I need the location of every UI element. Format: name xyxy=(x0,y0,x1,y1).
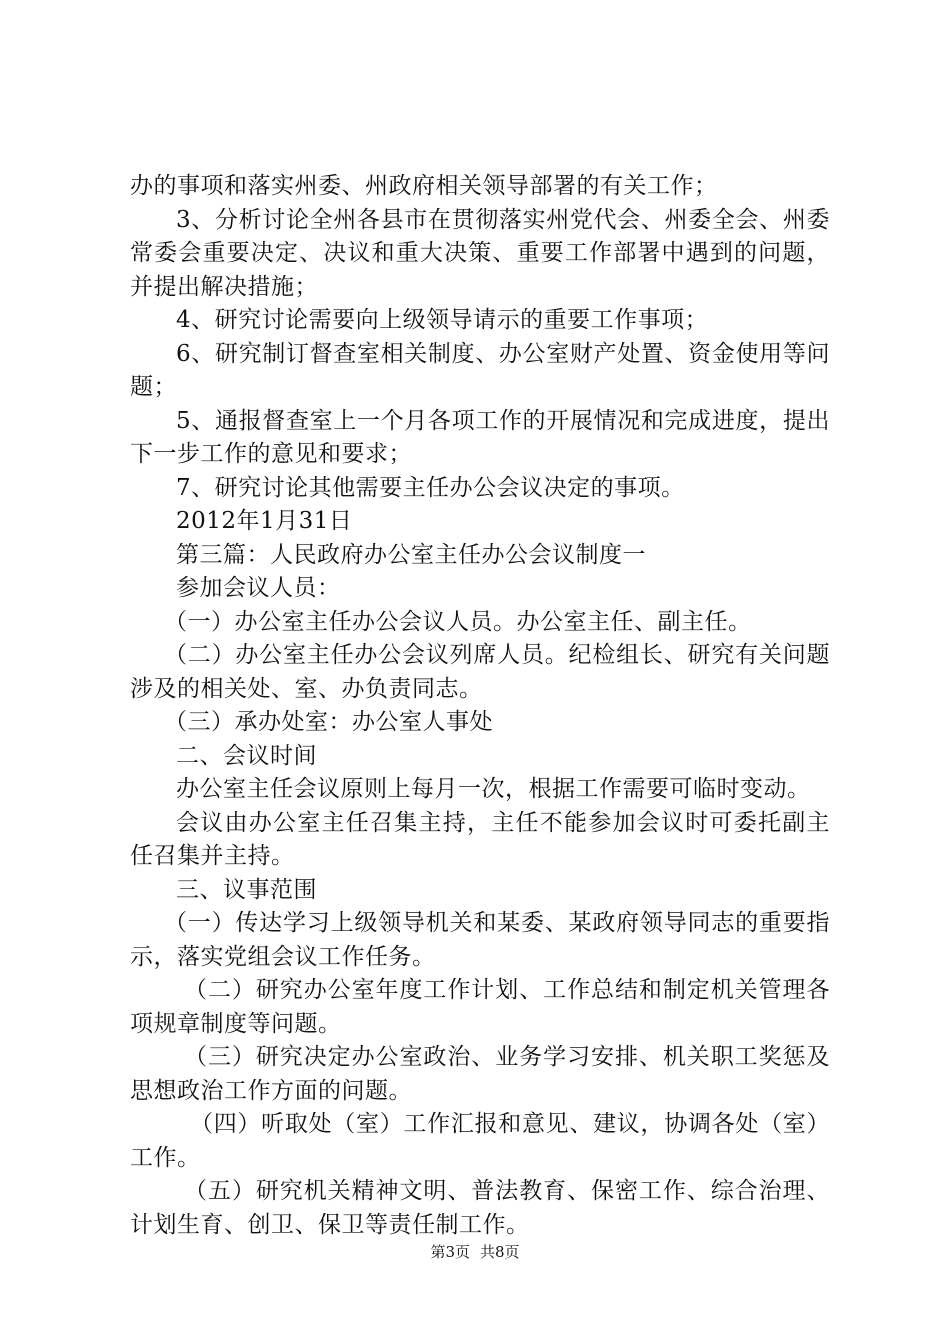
page-number: 第3页 xyxy=(430,1243,470,1261)
paragraph: （一）传达学习上级领导机关和某委、某政府领导同志的重要指示，落实党组会议工作任务。 xyxy=(130,910,830,970)
page-footer xyxy=(0,1242,950,1262)
paragraph: 办公室主任会议原则上每月一次，根据工作需要可临时变动。 xyxy=(176,776,811,802)
paragraph: 办的事项和落实州委、州政府相关领导部署的有关工作； xyxy=(130,173,718,199)
paragraph: 7、研究讨论其他需要主任办公会议决定的事项。 xyxy=(176,474,685,501)
document-body xyxy=(130,170,830,1242)
page-total: 共8页 xyxy=(480,1243,520,1261)
paragraph: （三）研究决定办公室政治、业务学习安排、机关职工奖惩及思想政治工作方面的问题。 xyxy=(130,1044,830,1104)
paragraph: 5、通报督查室上一个月各项工作的开展情况和完成进度，提出下一步工作的意见和要求； xyxy=(130,407,830,467)
paragraph: 4、研究讨论需要向上级领导请示的重要工作事项； xyxy=(176,307,709,333)
section-heading: 二、会议时间 xyxy=(176,742,317,769)
paragraph: （一）办公室主任办公会议人员。办公室主任、副主任。 xyxy=(164,608,752,635)
paragraph: 会议由办公室主任召集主持，主任不能参加会议时可委托副主任召集并主持。 xyxy=(130,809,830,869)
paragraph: 3、分析讨论全州各县市在贯彻落实州党代会、州委全会、州委常委会重要决定、决议和重大决策、重要工作部署中遇到的问题，并提出解决措施； xyxy=(130,206,830,300)
paragraph: （五）研究机关精神文明、普法教育、保密工作、综合治理、计划生育、创卫、保卫等责任制工作。 xyxy=(130,1178,830,1238)
paragraph: （三）承办处室：办公室人事处 xyxy=(164,709,493,735)
section-heading: 参加会议人员： xyxy=(176,575,341,601)
document-date: 2012年1月31日 xyxy=(176,508,353,534)
paragraph: （四）听取处（室）工作汇报和意见、建议，协调各处（室）工作。 xyxy=(130,1111,830,1171)
paragraph: 6、研究制订督查室相关制度、办公室财产处置、资金使用等问题； xyxy=(130,340,830,400)
paragraph: （二）研究办公室年度工作计划、工作总结和制定机关管理各项规章制度等问题。 xyxy=(130,977,830,1037)
section-heading: 三、议事范围 xyxy=(176,876,317,903)
paragraph: （二）办公室主任办公会议列席人员。纪检组长、研究有关问题涉及的相关处、室、办负责同志。 xyxy=(130,642,830,702)
section-heading: 第三篇：人民政府办公室主任办公会议制度一 xyxy=(176,541,646,568)
